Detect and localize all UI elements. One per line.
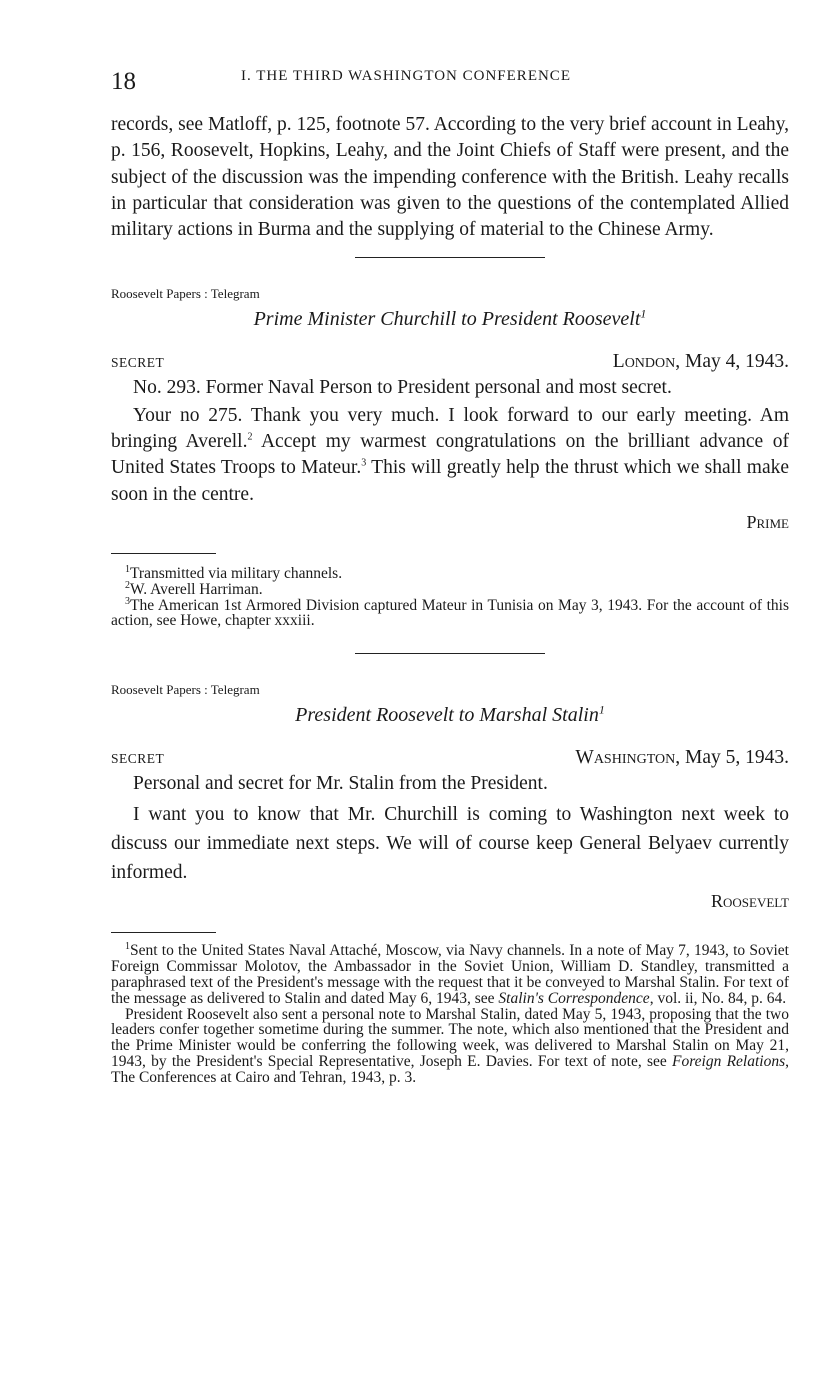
doc1-footnote-1-text: Transmitted via military channels. (130, 564, 343, 582)
doc1-footnote-1-num: 1 (125, 563, 130, 575)
doc2-signature: Roosevelt (711, 891, 789, 912)
doc2-paragraph-2: I want you to know that Mr. Churchill is coming to Washington next week to discuss our immediate next steps. We will of course keep General Belyaev currently informed. (111, 804, 789, 884)
doc2-footnote-1-text-a: Sent to the United States Naval Attaché, Moscow, via Navy channels. In a note of May 7, 1943, to Soviet Foreign Commissar Molotov, the Ambassador in the Soviet Union, William D. Standley, transmitted a paraphrased text of the President's message with the request that it be conveyed to Marshal Stalin. For text of the message as delivered to Stalin and dated May 6, 1943, see (111, 942, 789, 1007)
doc1-dateline-row (111, 351, 789, 373)
doc1-para2-c: This will greatly help the thrust which we shall make soon in the centre. (111, 457, 789, 505)
doc2-footnote-1 (111, 943, 789, 1006)
doc1-paragraph-1: No. 293. Former Naval Person to President personal and most secret. (133, 377, 672, 399)
doc1-footnote-3-num: 3 (125, 595, 130, 607)
page-number: 18 (111, 68, 136, 95)
doc2-footnote-2-italic: Foreign Relations (671, 1053, 786, 1071)
doc2-footnote-2-text-b: , The Conferences at Cairo and Tehran, 1943, p. 3. (111, 1053, 789, 1086)
doc2-dateline-place: Washington (575, 747, 676, 769)
doc2-source: Roosevelt Papers : Telegram (111, 682, 260, 698)
doc1-paragraph-2 (111, 403, 789, 508)
doc1-dateline-date: , May 4, 1943. (675, 351, 789, 373)
doc1-footnote-rule (111, 553, 216, 554)
doc2-footnote-1-text-b: , vol. ii, No. 84, p. 64. (649, 989, 787, 1007)
doc2-footnote-rule (111, 932, 216, 933)
doc1-footnote-1 (111, 563, 789, 582)
doc2-classification: SECRET (111, 751, 165, 767)
doc1-title (111, 308, 789, 331)
doc1-footnote-2 (111, 579, 789, 598)
doc2-title (111, 704, 789, 727)
section-divider (355, 257, 545, 258)
doc1-footnote-ref-2: 2 (247, 431, 253, 443)
doc1-source: Roosevelt Papers : Telegram (111, 286, 260, 302)
doc2-dateline-date: , May 5, 1943. (675, 747, 789, 769)
doc1-signature: Prime (746, 511, 789, 532)
doc1-footnote-2-text: W. Averell Harriman. (130, 580, 263, 598)
doc2-dateline-row (111, 747, 789, 769)
page-header (111, 60, 789, 94)
doc1-dateline-place: London (612, 351, 676, 373)
doc1-footnotes (111, 563, 789, 630)
section-divider-2 (355, 653, 545, 654)
doc2-footnotes (111, 943, 789, 1085)
doc1-footnote-3 (111, 595, 789, 630)
doc2-footnote-2-text-a: President Roosevelt also sent a personal note to Marshal Stalin, dated May 5, 1943, proposing that the two leaders confer together sometime during the summer. The note, which also mentioned that the President and the Prime Minister would be conferring the following week, was delivered to Marshal Stalin on May 21, 1943, by the President's Special Representative, Joseph E. Davies. For text of note, see (111, 1005, 789, 1071)
doc2-footnote-2 (111, 1007, 789, 1086)
intro-paragraph: records, see Matloff, p. 125, footnote 57. According to the very brief account in Leahy, p. 156, Roosevelt, Hopkins, Leahy, and the Joint Chiefs of Staff were present, and the subject of the discussion was the impending conference with the British. Leahy recalls in particular that consideration was given to the questions of the contemplated Allied military actions in Burma and the supplying of material to the Chinese Army. (111, 114, 789, 241)
doc1-footnote-3-text: The American 1st Armored Division captured Mateur in Tunisia on May 3, 1943. For the account of this action, see Howe, chapter xxxiii. (111, 596, 789, 630)
doc1-classification: SECRET (111, 355, 165, 371)
doc1-para2-a: Your no 275. Thank you very much. I look forward to our early meeting. Am bringing Averell. (111, 404, 789, 453)
doc1-title-footnote-ref: 1 (640, 306, 647, 321)
doc2-footnote-1-italic: Stalin's Correspondence (498, 989, 650, 1007)
document-page (111, 60, 789, 1086)
doc2-paragraph-1: Personal and secret for Mr. Stalin from the President. (133, 773, 548, 795)
doc2-dateline (575, 747, 789, 769)
running-head: I. THE THIRD WASHINGTON CONFERENCE (241, 68, 571, 84)
doc2-title-text: President Roosevelt to Marshal Stalin (295, 704, 599, 727)
doc2-title-footnote-ref: 1 (598, 702, 605, 717)
doc1-para2-b: Accept my warmest congratulations on the brilliant advance of United States Troops to Mateur. (111, 431, 789, 479)
doc1-dateline (613, 351, 789, 373)
doc2-footnote-1-num: 1 (125, 941, 130, 953)
doc1-footnote-ref-3: 3 (361, 457, 367, 469)
doc1-footnote-2-num: 2 (125, 579, 130, 591)
doc1-title-text: Prime Minister Churchill to President Roosevelt (253, 308, 641, 331)
